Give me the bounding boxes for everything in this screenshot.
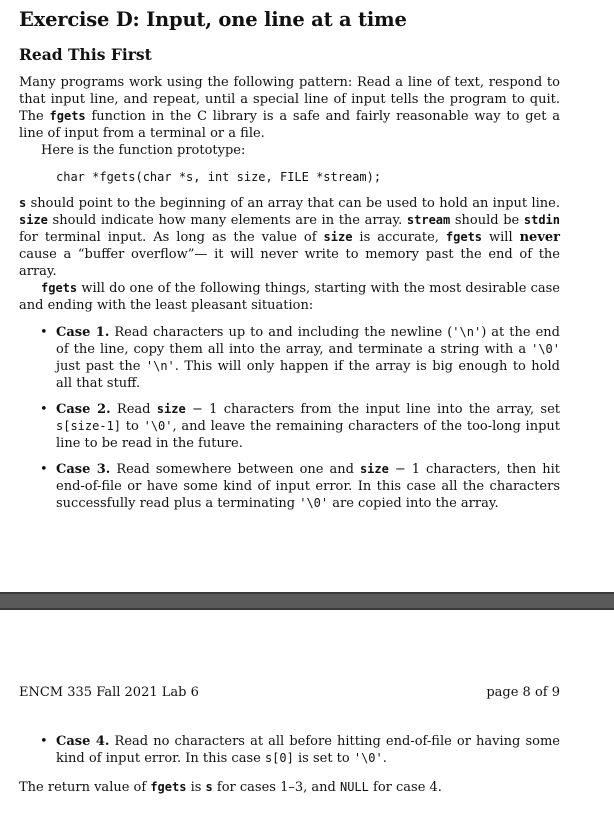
behavior-intro: fgets will do one of the following things, starting with the most desirable case and ending with the least pleasant situation: (19, 281, 560, 313)
bullet-icon: • (40, 325, 48, 340)
document-page-bottom (0, 610, 614, 818)
prototype-intro: Here is the function prototype: (41, 143, 246, 158)
case-2-item: • Case 2. Read size − 1 characters from the input line into the array, set s[size-1] to '\0', and leave the remaining characters of the too-long input line to be read in the future. (40, 402, 560, 451)
case-list (19, 324, 560, 512)
intro-paragraph: Many programs work using the following pattern: Read a line of text, respond to that input line, and repeat, until a special line of input tells the program to quit. The fgets function in the C library is a safe and fairly reasonable way to get a line of input from a terminal or a file. (19, 75, 560, 141)
page-content (19, 8, 560, 521)
page-number: page 8 of 9 (486, 685, 560, 700)
section-heading: Read This First (19, 45, 152, 64)
case-1-item: • Case 1. Read characters up to and including the newline ('\n') at the end of the line, copy them all into the array, and terminate a string with a '\0' just past the '\n'. This will only happen if the array is big enough to hold all that stuff. (40, 325, 560, 391)
exercise-title: Exercise D: Input, one line at a time (19, 8, 407, 31)
bullet-icon: • (40, 734, 48, 749)
course-label: ENCM 335 Fall 2021 Lab 6 (19, 685, 199, 700)
function-prototype: char *fgets(char *s, int size, FILE *stream); (56, 170, 382, 184)
case-list-continued (19, 733, 560, 767)
bullet-icon: • (40, 402, 48, 417)
case-3-item: • Case 3. Read somewhere between one and size − 1 characters, then hit end-of-file or have some kind of input error. In this case all the characters successfully read plus a terminating '\0' are copied into the array. (40, 462, 561, 511)
parameters-paragraph: s should point to the beginning of an array that can be used to hold an input line. size should indicate how many elements are in the array. stream should be stdin for terminal input. As long as the value of size is accurate, fgets will never cause a “buffer overflow”— it will never write to memory past the end of the array. (19, 196, 560, 279)
page-content (19, 733, 560, 796)
return-value-paragraph: The return value of fgets is s for cases 1–3, and NULL for case 4. (19, 780, 442, 795)
page-header (19, 684, 560, 701)
case-4-item: • Case 4. Read no characters at all before hitting end-of-file or having some kind of input error. In this case s[0] is set to '\0'. (40, 734, 560, 766)
page-separator (0, 592, 614, 610)
bullet-icon: • (40, 462, 48, 477)
